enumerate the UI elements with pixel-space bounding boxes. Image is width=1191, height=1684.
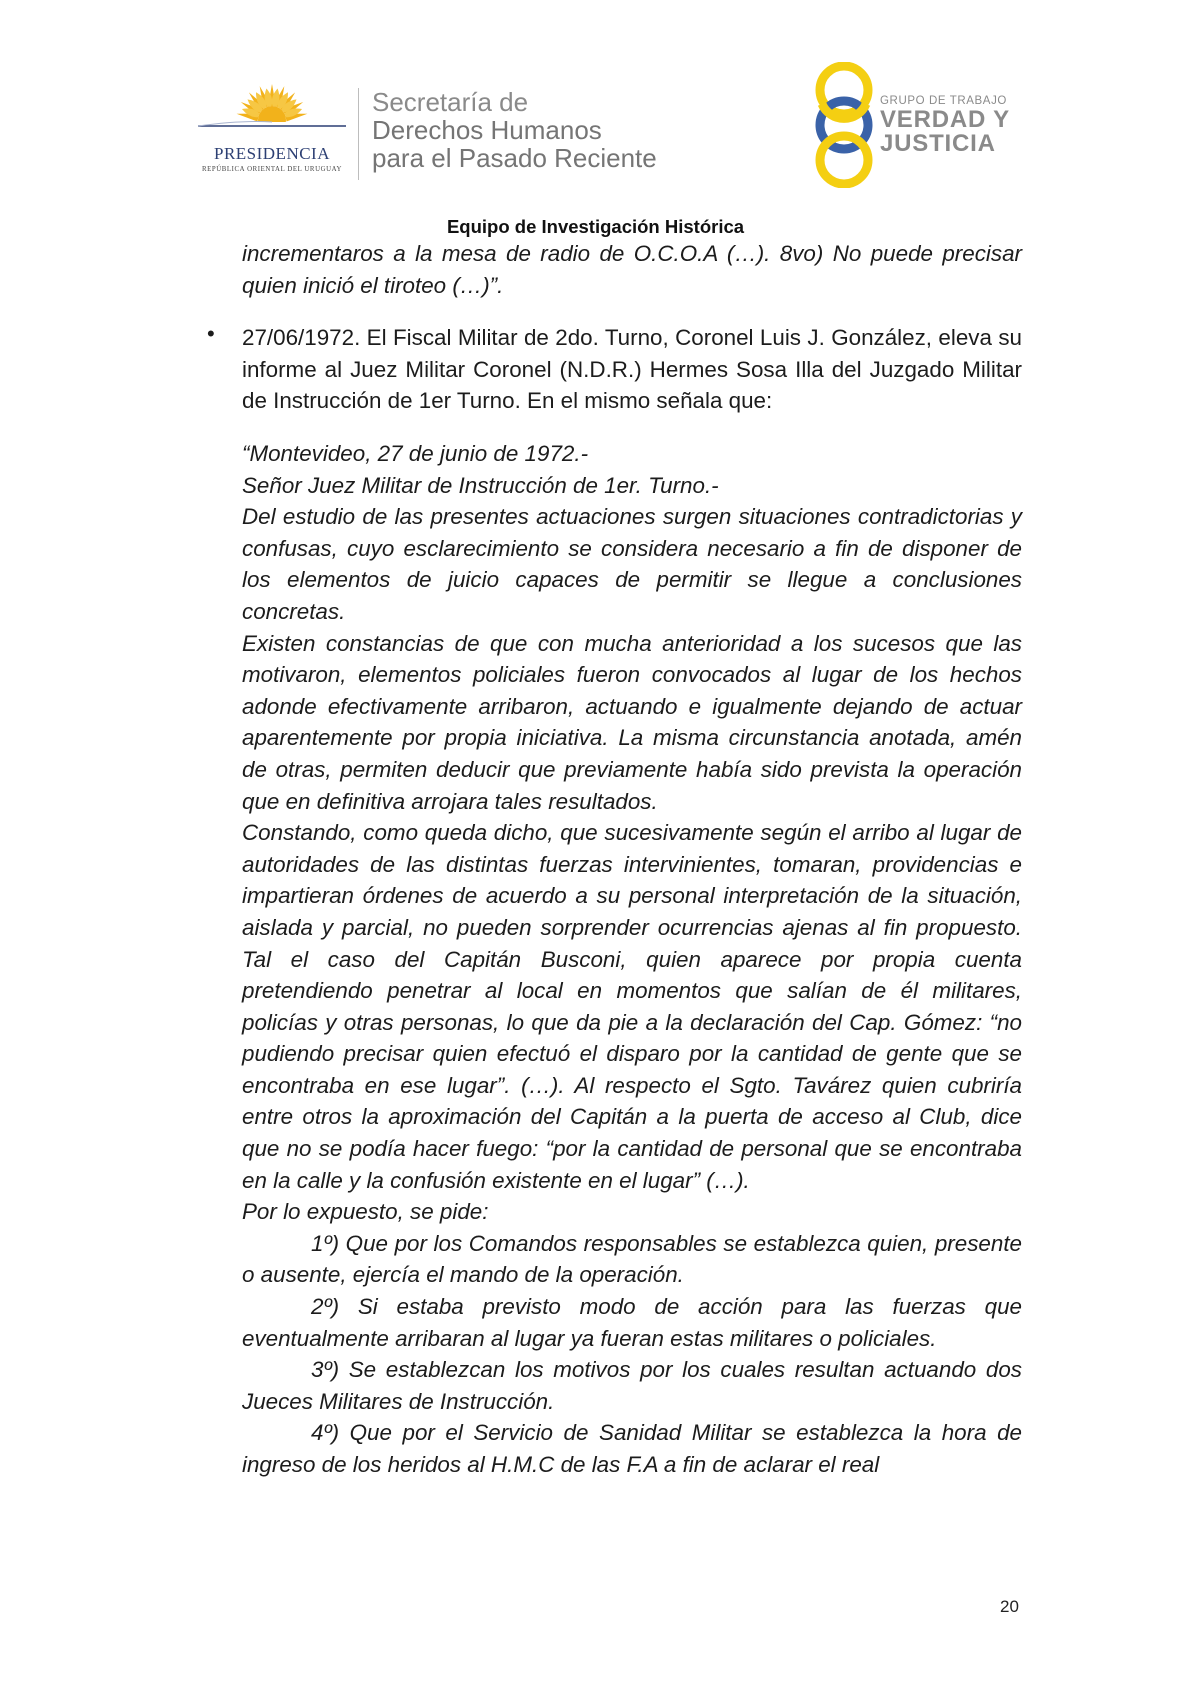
quote-paragraph-1: Del estudio de las presentes actuaciones surgen situaciones contradictorias y confusas, cuyo esclarecimiento se considera necesario a fin de disponer de los elementos de juicio capaces de permitir se llegue a conclusiones concretas.: [242, 504, 1022, 624]
header-divider: [358, 88, 359, 180]
presidencia-name: PRESIDENCIA: [213, 144, 330, 163]
continuation-paragraph: [242, 238, 1022, 301]
sun-of-may-icon: [196, 82, 348, 146]
bullet-symbol: •: [207, 321, 215, 346]
team-title: Equipo de Investigación Histórica: [446, 216, 745, 237]
bullet-paragraph: [242, 322, 1022, 417]
quote-paragraph-4: Por lo expuesto, se pide:: [242, 1199, 489, 1225]
quote-item-1: 1º) Que por los Comandos responsables se establezca quien, presente o ausente, ejercía el mando de la operación.: [242, 1230, 1022, 1288]
interlocked-rings-icon: [808, 62, 880, 188]
continuation-text: incrementaros a la mesa de radio de O.C.O.A (…). 8vo) No puede precisar quien inició el tiroteo (…)”.: [242, 241, 1022, 298]
quote-item-2: 2º) Si estaba previsto modo de acción para las fuerzas que eventualmente arribaran al lugar ya fueran estas militares o policiales.: [242, 1294, 1022, 1351]
secretaria-line2: Derechos Humanos: [372, 115, 602, 145]
quote-item-4: 4º) Que por el Servicio de Sanidad Militar se establezca la hora de ingreso de los heridos al H.M.C de las F.A a fin de aclarar el real: [242, 1420, 1022, 1477]
quote-addressee: Señor Juez Militar de Instrucción de 1er. Turno.-: [242, 472, 719, 498]
quote-date-line: “Montevideo, 27 de junio de 1972.-: [242, 441, 589, 466]
grupo-line1: GRUPO DE TRABAJO: [880, 95, 1007, 107]
verdad-justicia-logo: [808, 62, 1038, 188]
grupo-line2: VERDAD Y: [880, 106, 1010, 133]
grupo-line3: JUSTICIA: [880, 130, 996, 157]
secretaria-line1: Secretaría de: [372, 87, 529, 117]
quote-paragraph-2: Existen constancias de que con mucha anterioridad a los sucesos que las motivaron, elementos policiales fueron convocados al lugar de los hechos adonde efectivamente arribaron, actuando e igualmente dejando de actuar aparentemente por propia iniciativa. La misma circunstancia anotada, amén de otras, permiten deducir que previamente había sido prevista la operación que en definitiva arrojara tales resultados.: [242, 630, 1022, 814]
presidencia-subtitle: REPÚBLICA ORIENTAL DEL URUGUAY: [202, 166, 342, 173]
secretaria-logo-text: [372, 88, 657, 172]
quote-paragraph-3: Constando, como queda dicho, que sucesivamente según el arribo al lugar de autoridades de las distintas fuerzas intervinientes, tomaran, providencias e impartieran órdenes de acuerdo a su personal interpretación de la situación, aislada y parcial, no pueden sorprender ocurrencias ajenas al fin propuesto. Tal el caso del Capitán Busconi, quien aparece por propia cuenta pretendiendo penetrar al local en momentos que salían de él militares, policías y otras personas, lo que da pie a la declaración del Cap. Gómez: “no pudiendo precisar quien efectuó el disparo por la cantidad de gente que se encontraba en ese lugar”. (…). Al respecto el Sgto. Tavárez quien cubriría entre otros la aproximación del Capitán a la puerta de acceso al Club, dice que no se podía hacer fuego: “por la cantidad de personal que se encontraba en la calle y la confusión existente en el lugar” (…).: [242, 820, 1022, 1193]
quoted-document: [242, 438, 1022, 1481]
page-number: 20: [1000, 1597, 1019, 1616]
bullet-text: 27/06/1972. El Fiscal Militar de 2do. Turno, Coronel Luis J. González, eleva su informe al Juez Militar Coronel (N.D.R.) Hermes Sosa Illa del Juzgado Militar de Instrucción de 1er Turno. En el mismo señala que:: [242, 325, 1022, 414]
quote-item-3: 3º) Se establezcan los motivos por los cuales resultan actuando dos Jueces Militares de Instrucción.: [242, 1357, 1022, 1414]
presidencia-logo: [196, 82, 348, 182]
secretaria-line3: para el Pasado Reciente: [372, 143, 657, 173]
verdad-justicia-text: [880, 94, 1010, 156]
